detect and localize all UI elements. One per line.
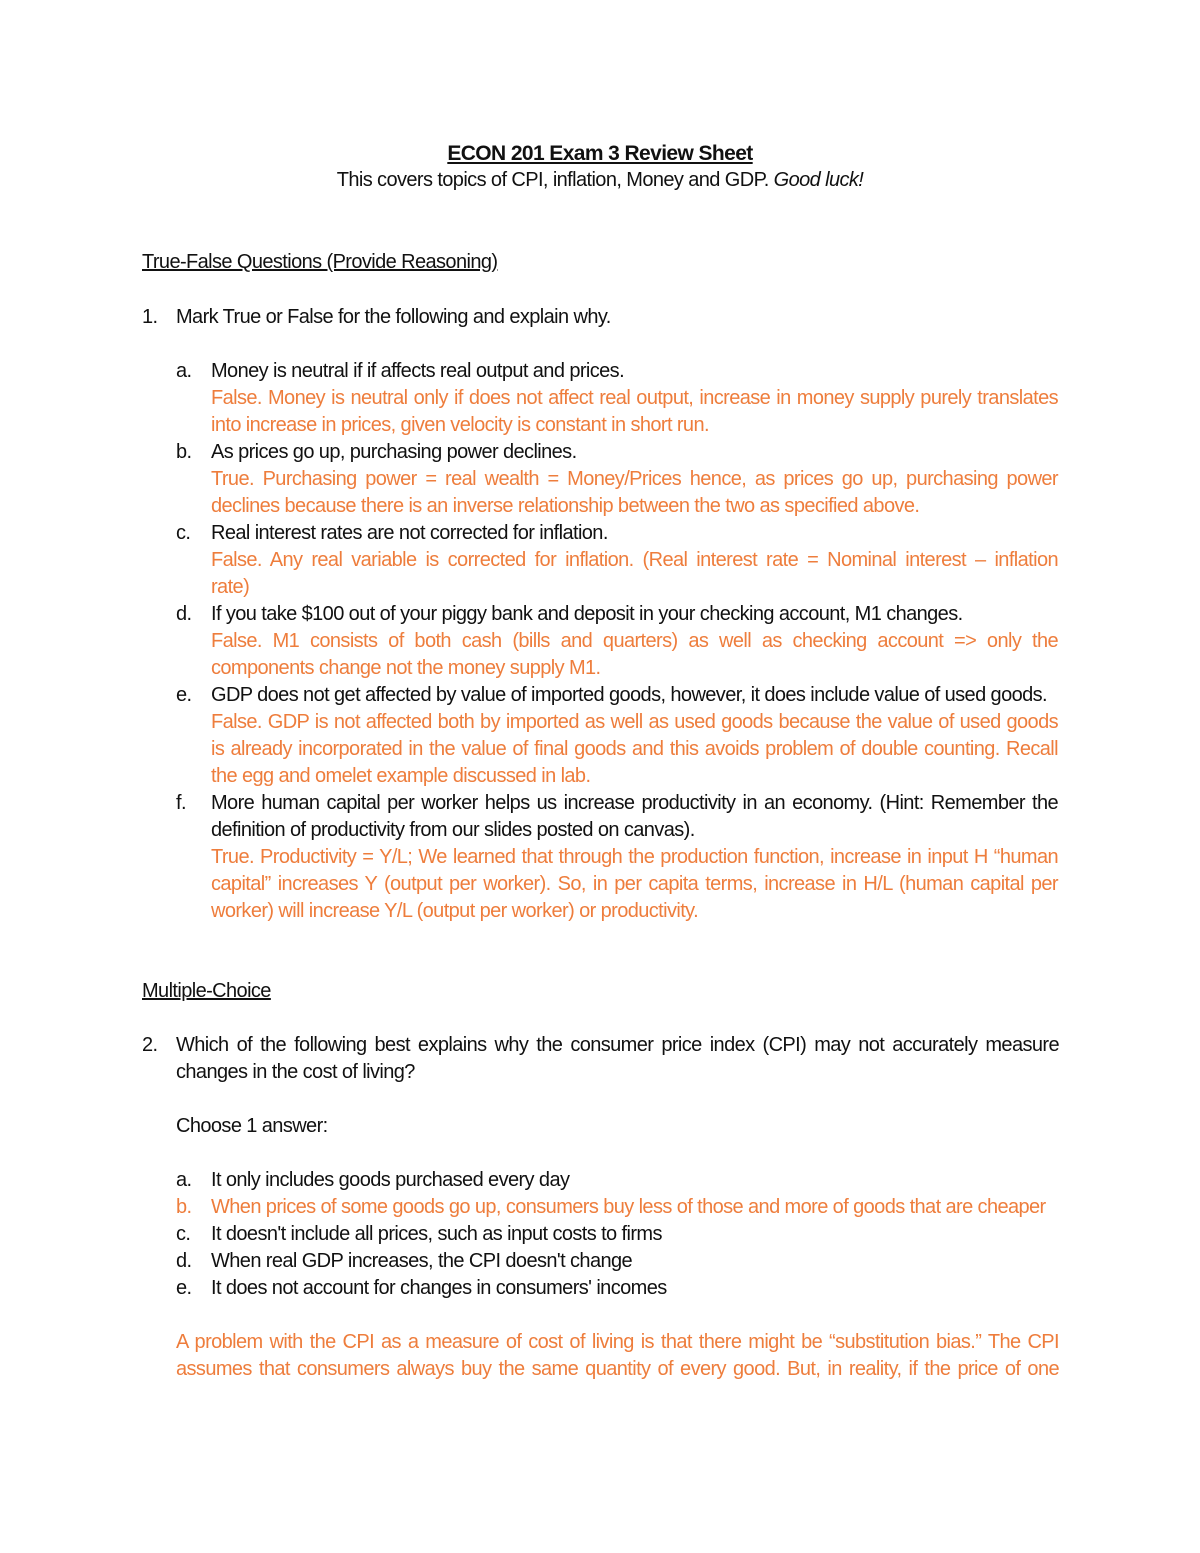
page-title: ECON 201 Exam 3 Review Sheet: [447, 142, 753, 165]
item-f-answer-line-1: True. Productivity = Y/L; We learned that through the production function, increase in input H “human: [211, 846, 1058, 868]
question-1-text: Mark True or False for the following and explain why.: [176, 306, 611, 328]
item-c-answer-line-1: False. Any real variable is corrected for inflation. (Real interest rate = Nominal interest – inflation: [211, 549, 1058, 571]
option-c-text: It doesn't include all prices, such as input costs to firms: [211, 1223, 662, 1245]
item-c-letter: c.: [176, 522, 191, 544]
explanation-line-2: assumes that consumers always buy the same quantity of every good. But, in reality, if the price of one: [176, 1358, 1059, 1380]
subtitle-main: This covers topics of CPI, inflation, Money and GDP.: [336, 169, 774, 191]
question-1-number: 1.: [142, 306, 158, 328]
item-f-letter: f.: [176, 792, 186, 814]
option-a-text: It only includes goods purchased every day: [211, 1169, 570, 1191]
explanation-line-1: A problem with the CPI as a measure of cost of living is that there might be “substitution bias.” The CPI: [176, 1331, 1059, 1353]
subtitle-good-luck: Good luck!: [773, 169, 864, 191]
item-b-answer-line-1: True. Purchasing power = real wealth = Money/Prices hence, as prices go up, purchasing power: [211, 468, 1058, 490]
item-e-answer-line-2: is already incorporated in the value of final goods and this avoids problem of double counting. Recall: [211, 738, 1058, 760]
section-heading-multiple-choice: Multiple-Choice: [142, 980, 271, 1002]
item-a-letter: a.: [176, 360, 192, 382]
option-b-text: When prices of some goods go up, consumers buy less of those and more of goods that are cheaper: [211, 1196, 1046, 1218]
question-2-line-1: Which of the following best explains why the consumer price index (CPI) may not accurately measure: [176, 1034, 1059, 1056]
item-d-letter: d.: [176, 603, 192, 625]
item-b-answer-line-2: declines because there is an inverse relationship between the two as specified above.: [211, 495, 920, 517]
item-e-answer-line-3: the egg and omelet example discussed in lab.: [211, 765, 591, 787]
item-f-answer-line-3: worker) will increase Y/L (output per worker) or productivity.: [211, 900, 699, 922]
item-b-letter: b.: [176, 441, 192, 463]
item-c-answer-line-2: rate): [211, 576, 250, 598]
section-heading-true-false: True-False Questions (Provide Reasoning): [142, 251, 498, 273]
item-d-answer-line-1: False. M1 consists of both cash (bills and quarters) as well as checking account => only the: [211, 630, 1058, 652]
item-d-answer-line-2: components change not the money supply M1.: [211, 657, 601, 679]
item-a-statement: Money is neutral if if affects real output and prices.: [211, 360, 625, 382]
choose-instruction: Choose 1 answer:: [176, 1115, 328, 1137]
item-e-statement: GDP does not get affected by value of imported goods, however, it does include value of used goods.: [211, 684, 1048, 706]
item-f-statement-line-2: definition of productivity from our slides posted on canvas).: [211, 819, 695, 841]
item-e-answer-line-1: False. GDP is not affected both by imported as well as used goods because the value of used goods: [211, 711, 1058, 733]
page-subtitle: [0, 169, 1200, 192]
item-f-statement-line-1: More human capital per worker helps us increase productivity in an economy. (Hint: Remember the: [211, 792, 1058, 814]
option-b-letter: b.: [176, 1196, 192, 1218]
question-2-number: 2.: [142, 1034, 158, 1056]
option-e-text: It does not account for changes in consumers' incomes: [211, 1277, 667, 1299]
option-c-letter: c.: [176, 1223, 191, 1245]
item-a-answer-line-2: into increase in prices, given velocity is constant in short run.: [211, 414, 709, 436]
option-e-letter: e.: [176, 1277, 192, 1299]
item-a-answer-line-1: False. Money is neutral only if does not affect real output, increase in money supply purely translates: [211, 387, 1058, 409]
option-a-letter: a.: [176, 1169, 192, 1191]
item-d-statement: If you take $100 out of your piggy bank and deposit in your checking account, M1 changes.: [211, 603, 963, 625]
question-2-line-2: changes in the cost of living?: [176, 1061, 415, 1083]
item-f-answer-line-2: capital” increases Y (output per worker). So, in per capita terms, increase in H/L (human capital per: [211, 873, 1058, 895]
option-d-letter: d.: [176, 1250, 192, 1272]
item-c-statement: Real interest rates are not corrected for inflation.: [211, 522, 608, 544]
item-b-statement: As prices go up, purchasing power declines.: [211, 441, 577, 463]
item-e-letter: e.: [176, 684, 192, 706]
option-d-text: When real GDP increases, the CPI doesn't change: [211, 1250, 633, 1272]
